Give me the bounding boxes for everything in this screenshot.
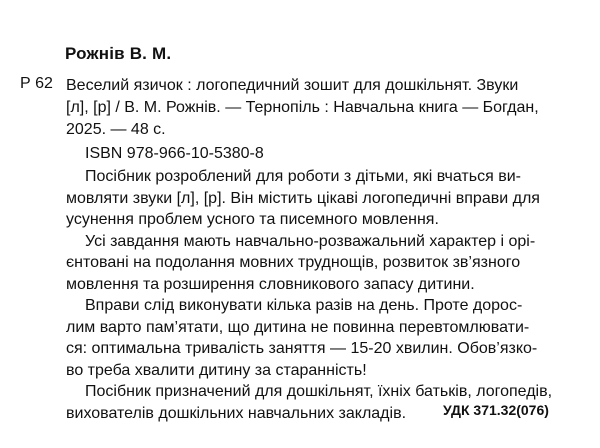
annotation-line: Усі завдання мають навчально-розважальний характер і орі- bbox=[85, 232, 536, 250]
bibliographic-description bbox=[66, 75, 581, 141]
annotation bbox=[66, 166, 584, 424]
annotation-line: Посібник призначений для дошкільнят, їхніх батьків, логопедів, bbox=[85, 383, 553, 400]
isbn: ISBN 978-966-10-5380-8 bbox=[85, 145, 264, 162]
annotation-line: лим варто пам’ятати, що дитина не повинна перевтомлювати- bbox=[66, 318, 530, 336]
annotation-line: вихователів дошкільних навчальних закладів. bbox=[66, 404, 407, 422]
author-name: Рожнів В. М. bbox=[65, 44, 172, 63]
udk-code: УДК 371.32(076) bbox=[443, 402, 549, 418]
annotation-line: мовлення та розширення словникового запасу дитини. bbox=[66, 275, 475, 293]
biblio-line: 2025. — 48 с. bbox=[66, 121, 166, 138]
classification-code: Р 62 bbox=[20, 75, 53, 92]
annotation-line: во треба хвалити дитину за старанність! bbox=[66, 361, 367, 379]
annotation-line: єнтовані на подолання мовних труднощів, розвиток зв’язного bbox=[66, 254, 521, 271]
annotation-line: усунення проблем усного та писемного мовлення. bbox=[66, 211, 439, 228]
annotation-line: Посібник розроблений для роботи з дітьми, які вчаться ви- bbox=[85, 168, 521, 185]
annotation-line: ся: оптимальна тривалість заняття — 15-20 хвилин. Обов’язко- bbox=[66, 340, 538, 357]
biblio-line: Веселий язичок : логопедичний зошит для дошкільнят. Звуки bbox=[66, 77, 519, 94]
annotation-line: мовляти звуки [л], [р]. Він містить цікаві логопедичні вправи для bbox=[66, 189, 540, 207]
annotation-line: Вправи слід виконувати кілька разів на день. Проте дорос- bbox=[85, 297, 523, 314]
biblio-line: [л], [р] / В. М. Рожнів. — Тернопіль : Навчальна книга — Богдан, bbox=[66, 99, 539, 116]
